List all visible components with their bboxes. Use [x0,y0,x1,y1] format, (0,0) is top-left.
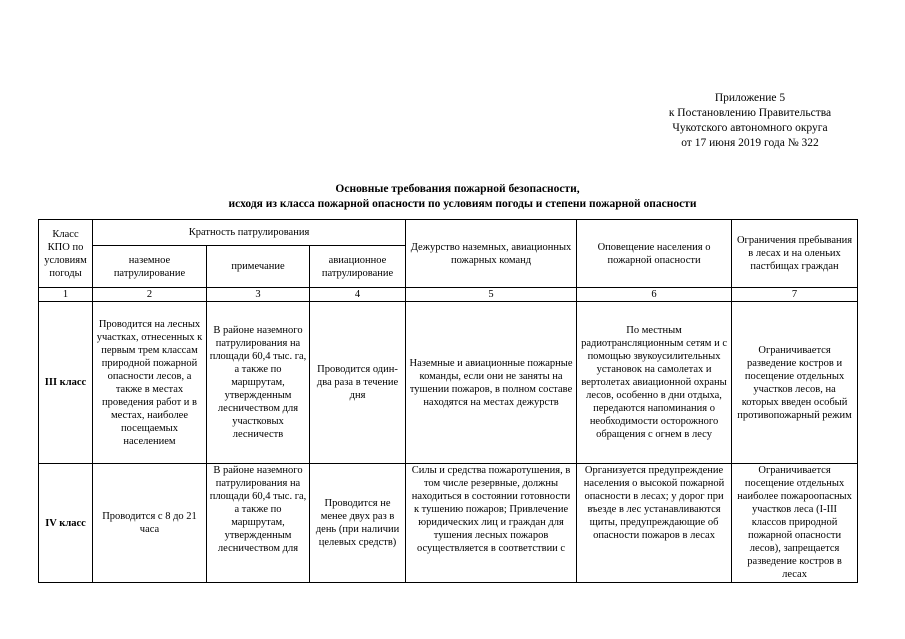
column-number: 4 [310,288,406,302]
row-duty-text: Силы и средства пожаротушения, в том числе резервные, должны находиться в состоянии готовности к тушению пожаров; Привлечение юридических лиц и граждан для тушения лесных пожаров осуществляется в соответствии с [411,465,571,554]
requirements-table [38,219,858,583]
row-ground-patrol: Проводится на лесных участках, отнесенных к первым трем классам природной пожарной опасности лесов, а также в местах проведения работ и в местах, наиболее посещаемых населением [93,302,207,464]
column-number: 3 [207,288,310,302]
row-restrictions [732,464,858,583]
row-notification: По местным радиотрансляционным сетям и с помощью звукоусилительных установок на самолетах и вертолетах авиационной охраны лесов, особенно в дни отдыха, передаются напоминания о необходимости осторожного обращения с огнем в лесу [577,302,732,464]
header-duty: Дежурство наземных, авиационных пожарных команд [406,220,577,288]
row-duty [406,464,577,583]
row-restrictions: Ограничивается разведение костров и посещение отдельных участков лесов, на которых введен особый противопожарный режим [732,302,858,464]
column-number-row [39,288,858,302]
header-air-patrol: авиационное патрулирование [310,246,406,288]
column-number: 7 [732,288,858,302]
header-restrictions: Ограничения пребывания в лесах и на оленьих пастбищах граждан [732,220,858,288]
row-notification [577,464,732,583]
table-row [39,464,858,583]
title-line-1: Основные требования пожарной безопасности, [335,183,580,195]
row-note: В районе наземного патрулирования на площади 60,4 тыс. га, а также по маршрутам, утвержденным лесничеством для участковых лесничеств [207,302,310,464]
annex-number: Приложение 5 [714,92,786,104]
row-restrictions-text: Ограничивается посещение отдельных наиболее пожароопасных участков леса (I-III классов природной пожарной опасности лесов), запрещается разведение костров в лесах [737,465,852,580]
row-note-text: В районе наземного патрулирования на площади 60,4 тыс. га, а также по маршрутам, утвержденным лесничеством для [209,465,307,554]
row-air-patrol: Проводится один-два раза в течение дня [310,302,406,464]
table-row [39,302,858,464]
row-ground-patrol: Проводится с 8 до 21 часа [93,464,207,583]
annex-region: Чукотского автономного округа [672,122,828,134]
row-class: IV класс [39,464,93,583]
annex-date: от 17 июня 2019 года № 322 [681,137,819,149]
row-class: III класс [39,302,93,464]
row-note [207,464,310,583]
column-number: 6 [577,288,732,302]
header-note: примечание [207,246,310,288]
title-line-2: исходя из класса пожарной опасности по условиям погоды и степени пожарной опасности [228,198,697,210]
row-duty: Наземные и авиационные пожарные команды, если они не заняты на тушении пожаров, в полном составе находятся на местах дежурств [406,302,577,464]
header-ground-patrol: наземное патрулирование [93,246,207,288]
annex-block [640,91,860,151]
header-notification: Оповещение населения о пожарной опасности [577,220,732,288]
header-patrol-group: Кратность патрулирования [93,220,406,246]
row-air-patrol: Проводится не менее двух раз в день (при наличии целевых средств) [310,464,406,583]
column-number: 1 [39,288,93,302]
column-number: 2 [93,288,207,302]
annex-reference: к Постановлению Правительства [668,107,832,119]
document-title [0,182,905,212]
header-class-kpo: Класс КПО по условиям погоды [39,220,93,288]
row-notification-text: Организуется предупреждение населения о высокой пожарной опасности в лесах; у дорог при въезде в лес устанавливаются щиты, предупреждающие об опасности пожаров в лесах [583,465,725,541]
column-number: 5 [406,288,577,302]
header-row-1 [39,220,858,246]
